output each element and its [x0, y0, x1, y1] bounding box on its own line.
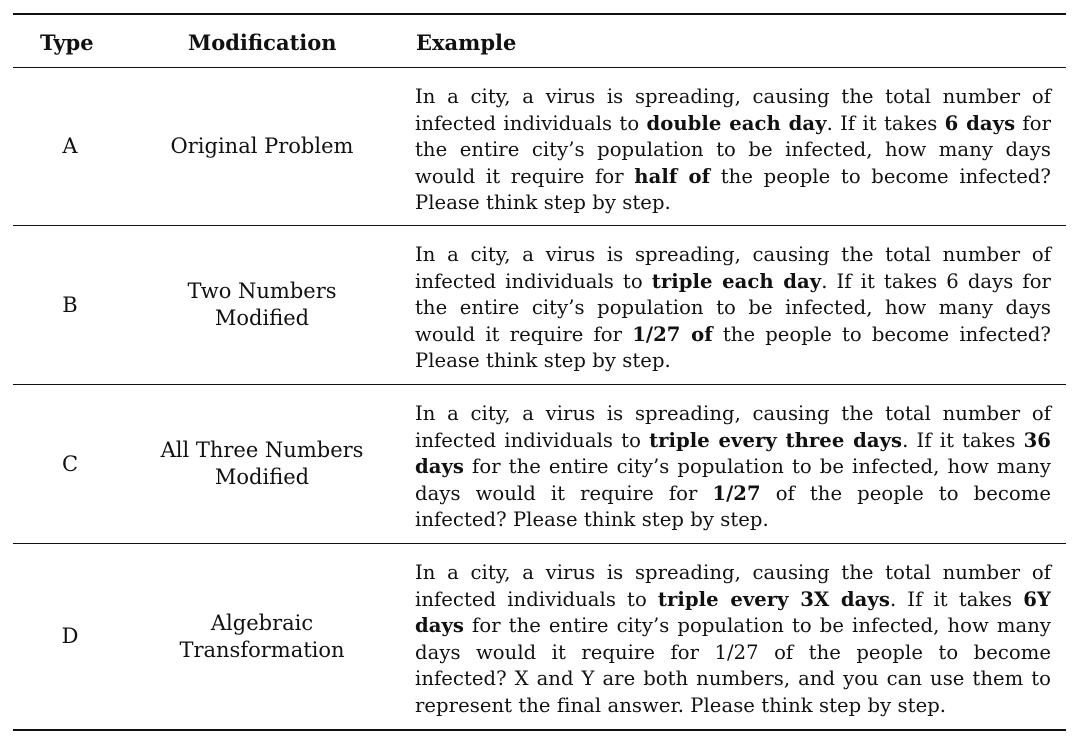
- example-text: the people to become infected? Please think step by step.: [415, 322, 1051, 372]
- row-type: D: [61, 624, 79, 648]
- example-text: . If it takes: [826, 111, 945, 135]
- example-text: . If it takes: [889, 587, 1024, 611]
- emphasis-text: 1/27 of: [632, 322, 713, 346]
- row-example: [415, 560, 1051, 719]
- emphasis-text: 36 days: [415, 428, 1051, 478]
- header-type: Type: [40, 30, 94, 55]
- bottom-rule: [13, 729, 1066, 731]
- example-text: In a city, a virus is spreading, causing the total number of infected individuals to: [415, 243, 1051, 293]
- example-text: . If it takes 6 days for the entire city’s population to be infected, how many days would it require for: [415, 269, 1051, 346]
- row-type: B: [62, 292, 78, 317]
- example-text: for the entire city’s population to be infected, how many days would it require for 1/27 of the people to become infected? X and Y are both numbers, and you can use them to represent the final answer. Please think step by step.: [415, 614, 1051, 717]
- row-example: [415, 242, 1051, 375]
- emphasis-text: half of: [634, 164, 711, 188]
- table-row: [13, 68, 1066, 225]
- example-text: the people to become infected? Please think step by step.: [415, 164, 1051, 214]
- emphasis-text: triple every 3X days: [657, 587, 890, 611]
- row-type: C: [61, 451, 79, 476]
- row-modification: Algebraic Transformation: [179, 610, 345, 662]
- row-modification: All Three Numbers Modified: [160, 438, 364, 489]
- header-example: Example: [416, 30, 517, 55]
- emphasis-text: double each day: [646, 111, 827, 135]
- example-text: for the entire city’s population to be infected, how many days would it require for: [415, 455, 1051, 505]
- example-text: . If it takes: [902, 428, 1024, 452]
- emphasis-text: triple every three days: [649, 428, 903, 452]
- emphasis-text: 1/27: [712, 481, 761, 505]
- header-modification: Modification: [188, 30, 337, 55]
- example-text: In a city, a virus is spreading, causing the total number of infected individuals to: [415, 85, 1051, 135]
- table-row: [13, 544, 1066, 729]
- top-rule: [13, 13, 1066, 15]
- row-type: A: [62, 134, 78, 158]
- example-text: In a city, a virus is spreading, causing the total number of infected individuals to: [415, 402, 1051, 452]
- emphasis-text: 6 days: [944, 111, 1016, 135]
- emphasis-text: 6Y days: [415, 587, 1051, 637]
- row-modification: Two Numbers Modified: [187, 279, 337, 330]
- example-text: for the entire city’s population to be infected, how many days would it require for: [415, 111, 1051, 188]
- row-modification: Original Problem: [170, 134, 354, 158]
- example-text: In a city, a virus is spreading, causing the total number of infected individuals to: [415, 561, 1051, 611]
- example-text: of the people to become infected? Please think step by step.: [415, 481, 1051, 531]
- row-example: [415, 401, 1051, 534]
- row-example: [415, 84, 1051, 217]
- table-row: [13, 226, 1066, 384]
- table-row: [13, 385, 1066, 543]
- emphasis-text: triple each day: [651, 269, 822, 293]
